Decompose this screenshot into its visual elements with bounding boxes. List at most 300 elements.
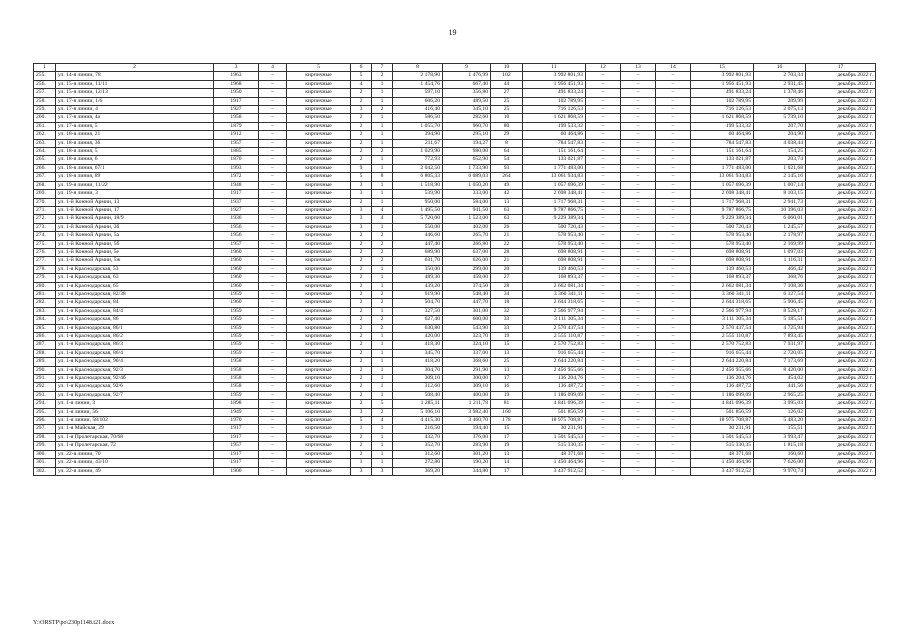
table-cell-col-17: декабрь 2022 г.	[806, 316, 876, 324]
table-row	[34, 417, 876, 425]
table-cell-col-14: –	[656, 459, 691, 467]
table-cell-col-9: 1 050,20	[443, 181, 491, 189]
table-cell-col-3: 1959	[214, 341, 259, 349]
table-cell-col-17: декабрь 2022 г.	[806, 324, 876, 332]
column-header-11: 11	[523, 64, 586, 72]
table-cell-col-6: 2	[351, 307, 372, 315]
table-cell-col-12: –	[586, 274, 621, 282]
table-cell-col-16: 2 169,99	[754, 240, 806, 248]
table-cell-col-11: 1 186 099,09	[523, 391, 586, 399]
table-cell-col-14: –	[656, 181, 691, 189]
table-cell-col-10: 16	[491, 383, 523, 391]
table-cell-col-7: 1	[372, 164, 393, 172]
table-cell-col-3: 1936	[214, 215, 259, 223]
table-cell-col-9: 584,00	[443, 198, 491, 206]
table-cell-col-16: 8 528,17	[754, 307, 806, 315]
table-cell-col-17: декабрь 2022 г.	[806, 240, 876, 248]
table-cell-col-6: 3	[351, 408, 372, 416]
table-cell-col-15: 698 808,91	[691, 248, 754, 256]
table-cell-col-4: –	[259, 450, 287, 458]
table-cell-col-11: 1 450 464,96	[523, 459, 586, 467]
table-cell-col-6: 2	[351, 316, 372, 324]
table-cell-col-7: 1	[372, 459, 393, 467]
table-cell-col-12: –	[586, 232, 621, 240]
table-cell-col-3: 1960	[214, 282, 259, 290]
table-cell-col-14: –	[656, 173, 691, 181]
table-cell-col-15: 9 787 866,75	[691, 206, 754, 214]
table-cell-col-10: 28	[491, 282, 523, 290]
table-cell-col-7: 2	[372, 148, 393, 156]
table-cell-col-8: 1 518,90	[393, 181, 443, 189]
table-cell-col-2: ул. 1-я Краснодарская, 65	[56, 282, 214, 290]
table-cell-col-15: 1 717 968,31	[691, 198, 754, 206]
table-cell-col-17: декабрь 2022 г.	[806, 400, 876, 408]
table-cell-col-13: –	[621, 257, 656, 265]
table-cell-col-1: 284.	[34, 316, 56, 324]
table-cell-col-10: 15	[491, 425, 523, 433]
table-cell-col-4: –	[259, 307, 287, 315]
table-cell-col-8: 4 415,30	[393, 417, 443, 425]
table-cell-col-9: 323,70	[443, 333, 491, 341]
table-cell-col-9: 374,50	[443, 282, 491, 290]
table-cell-col-10: 20	[491, 265, 523, 273]
table-cell-col-2: ул. 1-я Краснодарская, 86/3	[56, 341, 214, 349]
table-cell-col-6: 2	[351, 341, 372, 349]
table-cell-col-2: ул. 18-я линия, 36	[56, 139, 214, 147]
table-cell-col-2: ул. 17-я линия, 5	[56, 122, 214, 130]
table-cell-col-6: 2	[351, 324, 372, 332]
table-cell-col-14: –	[656, 307, 691, 315]
table-cell-col-10: 44	[491, 80, 523, 88]
table-cell-col-14: –	[656, 450, 691, 458]
table-cell-col-3: 1917	[214, 433, 259, 441]
table-cell-col-17: декабрь 2022 г.	[806, 156, 876, 164]
table-cell-col-13: –	[621, 450, 656, 458]
table-cell-col-2: ул. 1-я Краснодарская, 92/4б	[56, 375, 214, 383]
table-cell-col-8: 309,10	[393, 375, 443, 383]
table-cell-col-14: –	[656, 316, 691, 324]
table-cell-col-12: –	[586, 366, 621, 374]
table-cell-col-17: декабрь 2022 г.	[806, 274, 876, 282]
table-cell-col-13: –	[621, 307, 656, 315]
page-number: 19	[448, 28, 457, 37]
table-cell-col-2: ул. 1-я линии, 56	[56, 408, 214, 416]
table-cell-col-5: кирпичные	[287, 324, 351, 332]
table-row	[34, 131, 876, 139]
table-cell-col-12: –	[586, 173, 621, 181]
table-cell-col-5: кирпичные	[287, 72, 351, 80]
table-cell-col-15: 916 655,44	[691, 349, 754, 357]
table-cell-col-6: 2	[351, 375, 372, 383]
table-cell-col-17: декабрь 2022 г.	[806, 375, 876, 383]
table-cell-col-2: ул. 1-й Конной Армии, 17	[56, 206, 214, 214]
table-cell-col-9: 941,50	[443, 206, 491, 214]
table-cell-col-5: кирпичные	[287, 89, 351, 97]
table-cell-col-14: –	[656, 375, 691, 383]
table-cell-col-14: –	[656, 139, 691, 147]
table-cell-col-12: –	[586, 459, 621, 467]
table-cell-col-11: 2 570 752,83	[523, 341, 586, 349]
table-cell-col-5: кирпичные	[287, 223, 351, 231]
table-row	[34, 198, 876, 206]
table-cell-col-1: 282.	[34, 299, 56, 307]
table-cell-col-9: 337,00	[443, 349, 491, 357]
table-cell-col-13: –	[621, 181, 656, 189]
table-row	[34, 240, 876, 248]
table-cell-col-4: –	[259, 114, 287, 122]
table-cell-col-12: –	[586, 349, 621, 357]
table-cell-col-11: 2 644 318,65	[523, 299, 586, 307]
table-cell-col-9: 652,90	[443, 156, 491, 164]
table-cell-col-9: 447,70	[443, 299, 491, 307]
table-cell-col-15: 30 231,91	[691, 425, 754, 433]
table-cell-col-12: –	[586, 316, 621, 324]
table-cell-col-15: 168 893,37	[691, 274, 754, 282]
table-cell-col-8: 5 106,10	[393, 408, 443, 416]
table-cell-col-2: ул. 1-я Краснодарская, 86/2	[56, 333, 214, 341]
table-row	[34, 257, 876, 265]
table-cell-col-8: 6 805,33	[393, 173, 443, 181]
table-cell-col-3: 1959	[214, 316, 259, 324]
table-row	[34, 215, 876, 223]
table-cell-col-4: –	[259, 206, 287, 214]
table-cell-col-13: –	[621, 433, 656, 441]
table-cell-col-6: 2	[351, 366, 372, 374]
table-cell-col-3: 1898	[214, 400, 259, 408]
table-cell-col-4: –	[259, 324, 287, 332]
table-cell-col-3: 1870	[214, 156, 259, 164]
table-cell-col-17: декабрь 2022 г.	[806, 366, 876, 374]
table-cell-col-16: 207,70	[754, 122, 806, 130]
table-cell-col-16: 7 931,97	[754, 341, 806, 349]
table-cell-col-1: 271.	[34, 206, 56, 214]
table-cell-col-5: кирпичные	[287, 232, 351, 240]
table-cell-col-12: –	[586, 324, 621, 332]
table-cell-col-8: 352,70	[393, 442, 443, 450]
table-row	[34, 265, 876, 273]
table-cell-col-7: 1	[372, 349, 393, 357]
table-cell-col-14: –	[656, 341, 691, 349]
table-cell-col-15: 3 992 801,93	[691, 72, 754, 80]
table-cell-col-5: кирпичные	[287, 358, 351, 366]
table-cell-col-7: 2	[372, 408, 393, 416]
table-cell-col-2: ул. 1-я Краснодарская, 92/6	[56, 383, 214, 391]
table-cell-col-4: –	[259, 366, 287, 374]
table-cell-col-16: 466,42	[754, 265, 806, 273]
table-cell-col-11: 48 371,68	[523, 450, 586, 458]
table-cell-col-6: 2	[351, 232, 372, 240]
table-cell-col-6: 2	[351, 358, 372, 366]
table-cell-col-7: 1	[372, 425, 393, 433]
table-cell-col-10: 19	[491, 391, 523, 399]
table-cell-col-4: –	[259, 164, 287, 172]
table-cell-col-8: 216,50	[393, 425, 443, 433]
table-cell-col-2: ул. 1-я Пролетарская, 70/68	[56, 433, 214, 441]
table-cell-col-6: 2	[351, 97, 372, 105]
table-cell-col-17: декабрь 2022 г.	[806, 164, 876, 172]
table-cell-col-9: 1 211,78	[443, 400, 491, 408]
table-cell-col-7: 4	[372, 215, 393, 223]
table-cell-col-2: ул. 1-й Конной Армии, 5б	[56, 240, 214, 248]
table-cell-col-12: –	[586, 442, 621, 450]
table-cell-col-14: –	[656, 358, 691, 366]
table-cell-col-17: декабрь 2022 г.	[806, 290, 876, 298]
table-cell-col-3: 1960	[214, 265, 259, 273]
table-cell-col-7: 2	[372, 248, 393, 256]
table-cell-col-2: ул. 1-я Краснодарская, 82/38	[56, 290, 214, 298]
table-cell-col-3: 1968	[214, 80, 259, 88]
table-cell-col-11: 60 464,86	[523, 131, 586, 139]
table-cell-col-5: кирпичные	[287, 349, 351, 357]
table-cell-col-16: 5 185,51	[754, 316, 806, 324]
table-cell-col-9: 190,20	[443, 459, 491, 467]
table-cell-col-9: 600,00	[443, 316, 491, 324]
table-cell-col-15: 139 460,53	[691, 265, 754, 273]
table-cell-col-8: 416,40	[393, 106, 443, 114]
table-cell-col-9: 626,00	[443, 257, 491, 265]
table-cell-col-11: 199 533,32	[523, 122, 586, 130]
table-cell-col-14: –	[656, 391, 691, 399]
table-cell-col-1: 287.	[34, 341, 56, 349]
table-cell-col-5: кирпичные	[287, 122, 351, 130]
table-row	[34, 72, 876, 80]
table-cell-col-11: 916 655,44	[523, 349, 586, 357]
table-cell-col-6: 2	[351, 274, 372, 282]
table-cell-col-8: 304,70	[393, 366, 443, 374]
table-cell-col-5: кирпичные	[287, 299, 351, 307]
footer-file-path: Y:\ORSTP\po\230p1148.t21.docx	[33, 620, 115, 626]
table-row	[34, 433, 876, 441]
table-cell-col-12: –	[586, 467, 621, 475]
table-cell-col-2: ул. 22-я линии, 43/10	[56, 459, 214, 467]
table-row	[34, 156, 876, 164]
table-cell-col-3: 1958	[214, 375, 259, 383]
table-cell-col-13: –	[621, 206, 656, 214]
table-cell-col-9: 402,00	[443, 223, 491, 231]
table-cell-col-16: 441,56	[754, 383, 806, 391]
table-cell-col-13: –	[621, 425, 656, 433]
table-cell-col-17: декабрь 2022 г.	[806, 181, 876, 189]
table-row	[34, 232, 876, 240]
table-cell-col-17: декабрь 2022 г.	[806, 232, 876, 240]
table-cell-col-17: декабрь 2022 г.	[806, 265, 876, 273]
table-cell-col-4: –	[259, 375, 287, 383]
table-cell-col-1: 272.	[34, 215, 56, 223]
table-cell-col-15: 1 771 483,00	[691, 164, 754, 172]
column-header-15: 15	[691, 64, 754, 72]
table-cell-col-10: 27	[491, 274, 523, 282]
table-cell-col-15: 578 953,40	[691, 240, 754, 248]
table-cell-col-5: кирпичные	[287, 257, 351, 265]
table-cell-col-2: ул. 22-я линии, 49	[56, 467, 214, 475]
table-cell-col-16: 7 173,69	[754, 358, 806, 366]
table-row	[34, 206, 876, 214]
table-cell-col-6: 2	[351, 349, 372, 357]
table-cell-col-15: 578 953,40	[691, 232, 754, 240]
table-cell-col-10: 13	[491, 349, 523, 357]
table-cell-col-2: ул. 1-я линии, 3	[56, 400, 214, 408]
table-cell-col-16: 1 378,46	[754, 89, 806, 97]
table-cell-col-4: –	[259, 274, 287, 282]
table-cell-col-10: 54	[491, 156, 523, 164]
table-cell-col-7: 1	[372, 198, 393, 206]
table-cell-col-6: 2	[351, 139, 372, 147]
table-cell-col-10: 25	[491, 106, 523, 114]
table-cell-col-13: –	[621, 383, 656, 391]
table-cell-col-5: кирпичные	[287, 366, 351, 374]
table-cell-col-6: 2	[351, 391, 372, 399]
table-cell-col-4: –	[259, 433, 287, 441]
table-cell-col-6: 4	[351, 80, 372, 88]
table-cell-col-2: ул. 19-я линии, 11/22	[56, 181, 214, 189]
table-cell-col-1: 261.	[34, 122, 56, 130]
table-cell-col-16: 1 815,18	[754, 442, 806, 450]
table-cell-col-2: ул. 19-я линии, 3	[56, 190, 214, 198]
table-cell-col-7: 2	[372, 232, 393, 240]
table-cell-col-3: 1963	[214, 72, 259, 80]
table-cell-col-2: ул. 1-я Майская, 29	[56, 425, 214, 433]
table-row	[34, 274, 876, 282]
table-cell-col-13: –	[621, 299, 656, 307]
table-cell-col-14: –	[656, 190, 691, 198]
table-cell-col-13: –	[621, 391, 656, 399]
table-cell-col-4: –	[259, 290, 287, 298]
table-cell-col-11: 1 771 483,00	[523, 164, 586, 172]
table-cell-col-1: 255.	[34, 72, 56, 80]
table-row	[34, 333, 876, 341]
table-cell-col-11: 500 720,43	[523, 223, 586, 231]
table-cell-col-16: 6 127,54	[754, 290, 806, 298]
table-cell-col-14: –	[656, 408, 691, 416]
table-cell-col-9: 543,90	[443, 324, 491, 332]
table-cell-col-17: декабрь 2022 г.	[806, 139, 876, 147]
table-cell-col-9: 194,40	[443, 425, 491, 433]
table-cell-col-4: –	[259, 333, 287, 341]
table-cell-col-16: 126,02	[754, 408, 806, 416]
table-cell-col-1: 276.	[34, 248, 56, 256]
table-cell-col-3: 1959	[214, 307, 259, 315]
table-cell-col-6: 2	[351, 433, 372, 441]
table-cell-col-2: ул. 18-я линия, 67/1	[56, 164, 214, 172]
table-cell-col-6: 3	[351, 215, 372, 223]
table-cell-col-17: декабрь 2022 г.	[806, 425, 876, 433]
table-cell-col-15: 102 789,95	[691, 97, 754, 105]
table-cell-col-13: –	[621, 375, 656, 383]
table-cell-col-16: 2 931,45	[754, 80, 806, 88]
table-cell-col-6: 5	[351, 173, 372, 181]
table-cell-col-1: 273.	[34, 223, 56, 231]
table-cell-col-6: 2	[351, 148, 372, 156]
table-cell-col-3: 1957	[214, 240, 259, 248]
table-cell-col-14: –	[656, 333, 691, 341]
table-cell-col-1: 295.	[34, 408, 56, 416]
table-cell-col-13: –	[621, 106, 656, 114]
table-cell-col-1: 294.	[34, 400, 56, 408]
table-cell-col-15: 2 662 081,34	[691, 282, 754, 290]
table-cell-col-3: 1950	[214, 89, 259, 97]
table-row	[34, 106, 876, 114]
table-cell-col-4: –	[259, 173, 287, 181]
table-cell-col-9: 3 460,70	[443, 417, 491, 425]
table-cell-col-13: –	[621, 274, 656, 282]
table-cell-col-14: –	[656, 290, 691, 298]
table-cell-col-16: 1 245,57	[754, 223, 806, 231]
table-cell-col-2: ул. 1-я Краснодарская, 84/4	[56, 307, 214, 315]
table-cell-col-11: 2 570 437,54	[523, 324, 586, 332]
table-cell-col-4: –	[259, 97, 287, 105]
table-cell-col-5: кирпичные	[287, 290, 351, 298]
table-cell-col-10: 28	[491, 248, 523, 256]
table-cell-col-9: 6 089,03	[443, 173, 491, 181]
table-cell-col-1: 286.	[34, 333, 56, 341]
table-cell-col-10: 29	[491, 131, 523, 139]
table-cell-col-11: 2 662 081,34	[523, 282, 586, 290]
table-cell-col-8: 689,90	[393, 248, 443, 256]
table-row	[34, 114, 876, 122]
table-cell-col-8: 327,50	[393, 307, 443, 315]
table-cell-col-15: 2 644 220,84	[691, 358, 754, 366]
table-cell-col-2: ул. 1-й Конной Армии, 5е	[56, 248, 214, 256]
table-cell-col-3: 1917	[214, 190, 259, 198]
table-cell-col-1: 266.	[34, 164, 56, 172]
table-cell-col-5: кирпичные	[287, 282, 351, 290]
table-cell-col-7: 1	[372, 97, 393, 105]
table-cell-col-1: 280.	[34, 282, 56, 290]
table-cell-col-3: 1958	[214, 358, 259, 366]
table-cell-col-15: 2 570 437,54	[691, 324, 754, 332]
table-cell-col-4: –	[259, 131, 287, 139]
table-cell-col-4: –	[259, 349, 287, 357]
table-cell-col-16: 204,90	[754, 131, 806, 139]
table-cell-col-13: –	[621, 400, 656, 408]
table-cell-col-10: 49	[491, 181, 523, 189]
table-cell-col-17: декабрь 2022 г.	[806, 114, 876, 122]
table-cell-col-12: –	[586, 190, 621, 198]
table-cell-col-5: кирпичные	[287, 425, 351, 433]
table-row	[34, 80, 876, 88]
table-cell-col-16: 2 965,25	[754, 391, 806, 399]
table-cell-col-15: 1 956 451,93	[691, 80, 754, 88]
table-cell-col-4: –	[259, 248, 287, 256]
table-cell-col-5: кирпичные	[287, 106, 351, 114]
table-cell-col-7: 5	[372, 400, 393, 408]
table-cell-col-16: 1 116,31	[754, 257, 806, 265]
table-cell-col-3: 1959	[214, 391, 259, 399]
table-cell-col-15: 136 204,76	[691, 375, 754, 383]
table-cell-col-9: 299,00	[443, 265, 491, 273]
table-cell-col-16: 2 075,13	[754, 106, 806, 114]
table-cell-col-10: 178	[491, 417, 523, 425]
table-cell-col-3: 1970	[214, 417, 259, 425]
table-cell-col-8: 446,60	[393, 232, 443, 240]
table-cell-col-6: 3	[351, 467, 372, 475]
table-cell-col-16: 5 906,45	[754, 299, 806, 307]
table-cell-col-9: 345,10	[443, 106, 491, 114]
table-cell-col-7: 1	[372, 265, 393, 273]
table-cell-col-16: 203,74	[754, 156, 806, 164]
table-cell-col-5: кирпичные	[287, 467, 351, 475]
table-cell-col-17: декабрь 2022 г.	[806, 215, 876, 223]
table-row	[34, 450, 876, 458]
table-cell-col-16: 3 995,03	[754, 400, 806, 408]
table-cell-col-3: 1957	[214, 442, 259, 450]
table-cell-col-3: 1948	[214, 181, 259, 189]
table-cell-col-17: декабрь 2022 г.	[806, 206, 876, 214]
table-cell-col-5: кирпичные	[287, 190, 351, 198]
table-cell-col-3: 1960	[214, 257, 259, 265]
table-cell-col-17: декабрь 2022 г.	[806, 408, 876, 416]
header-row	[34, 64, 876, 72]
